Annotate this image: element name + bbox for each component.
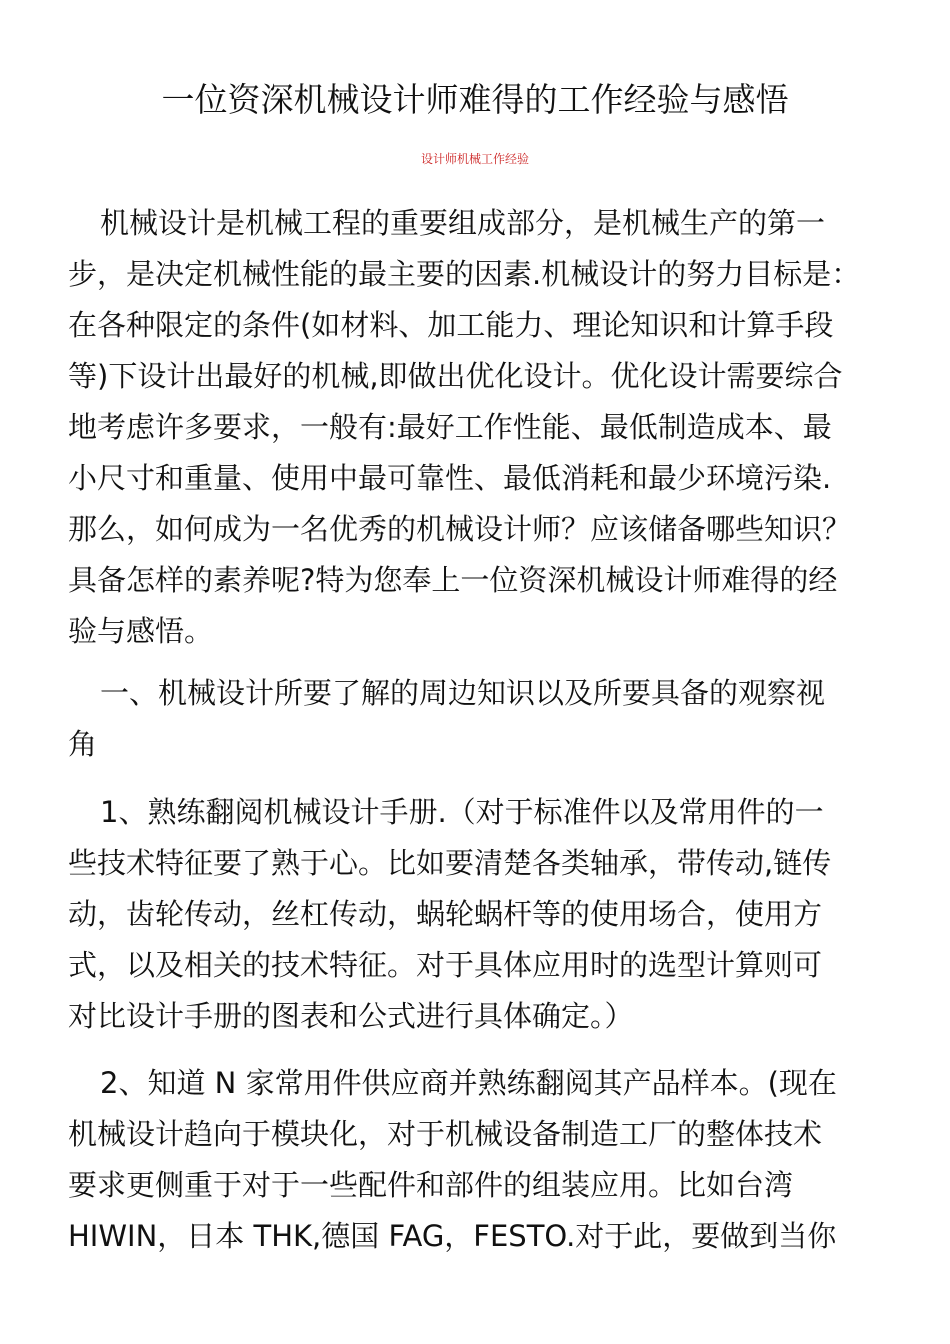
- list-item-2: [68, 1058, 878, 1262]
- list-item-line: HIWIN，日本 THK,德国 FAG，FESTO.对于此，要做到当你: [68, 1219, 837, 1253]
- list-item-line: 要求更侧重于对于一些配件和部件的组装应用。比如台湾: [68, 1168, 794, 1202]
- document-title: 一位资深机械设计师难得的工作经验与感悟: [161, 80, 789, 119]
- list-item-line: 式，以及相关的技术特征。对于具体应用时的选型计算则可: [68, 948, 823, 982]
- paragraph-line: 在各种限定的条件(如材料、加工能力、理论知识和计算手段: [68, 308, 834, 342]
- paragraph-line: 地考虑许多要求，一般有:最好工作性能、最低制造成本、最: [68, 410, 832, 444]
- paragraph-line: 那么，如何成为一名优秀的机械设计师？应该储备哪些知识？: [68, 512, 852, 546]
- paragraph-line: 具备怎样的素养呢?特为您奉上一位资深机械设计师难得的经: [68, 563, 838, 597]
- list-item-line: 动，齿轮传动，丝杠传动，蜗轮蜗杆等的使用场合，使用方: [68, 897, 823, 931]
- paragraph-line: 小尺寸和重量、使用中最可靠性、最低消耗和最少环境污染.: [68, 461, 832, 495]
- paragraph-line: 步，是决定机械性能的最主要的因素.机械设计的努力目标是：: [68, 257, 861, 291]
- section-heading-line: 角: [68, 727, 98, 761]
- paragraph-line: 机械设计是机械工程的重要组成部分，是机械生产的第一: [100, 206, 826, 240]
- section-heading-1: [68, 668, 878, 770]
- list-item-line: 机械设计趋向于模块化，对于机械设备制造工厂的整体技术: [68, 1117, 823, 1151]
- document-subtitle: 设计师机械工作经验: [420, 152, 529, 166]
- list-item-1: [68, 787, 878, 1042]
- paragraph-line: 等)下设计出最好的机械,即做出优化设计。优化设计需要综合: [68, 359, 843, 393]
- list-item-line: 对比设计手册的图表和公式进行具体确定。）: [68, 999, 634, 1033]
- list-item-line: 2、知道 N 家常用件供应商并熟练翻阅其产品样本。(现在: [100, 1066, 837, 1100]
- list-item-line: 些技术特征要了熟于心。比如要清楚各类轴承，带传动,链传: [68, 846, 832, 880]
- section-heading-line: 一、机械设计所要了解的周边知识以及所要具备的观察视: [100, 676, 826, 710]
- paragraph-line: 验与感悟。: [68, 614, 214, 648]
- paragraph-intro: [68, 198, 878, 657]
- list-item-line: 1、熟练翻阅机械设计手册.（对于标准件以及常用件的一: [100, 795, 824, 829]
